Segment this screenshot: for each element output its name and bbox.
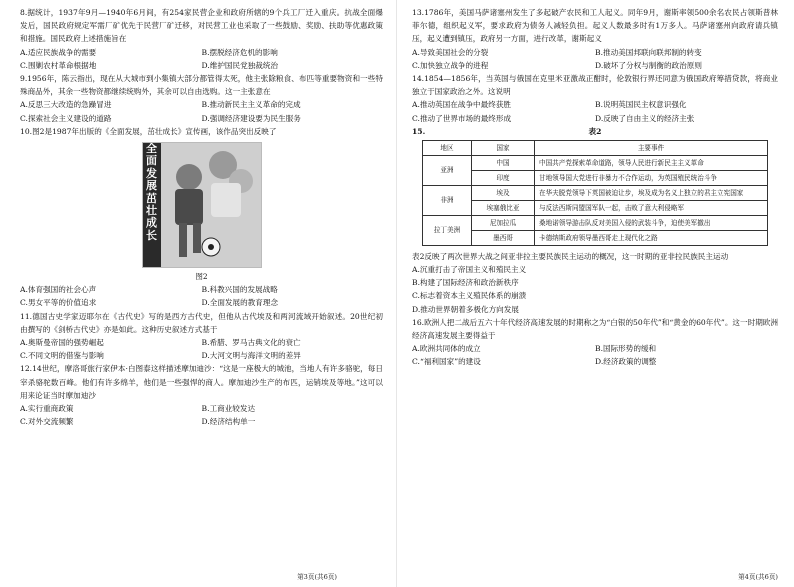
option-14b[interactable]: B.说明英国民主权意识强化 [595, 100, 687, 110]
question-13-stem: 13.1786年，美国马萨诸塞州发生了多起破产农民和工人起义。同年9月，谢斯率领500余名农民占领斯普林菲尔德，组织起义军，要求政府为债务人减轻负担。起义人数最多时有1万多人。马萨诸塞州向政府请兵镇压，起义遭到镇压，政府另一方面，进行改革，谢斯起义 [412, 8, 778, 44]
option-10b[interactable]: B.科教兴国的发展战略 [201, 285, 278, 295]
question-8-options [20, 46, 383, 72]
option-10a[interactable]: A.体育强国的社会心声 [20, 285, 97, 295]
question-15-stem: 表2反映了两次世界大战之间亚非拉主要民族民主运动的概况，这一时期的亚非拉民族民主运动 [412, 251, 729, 261]
table-row [423, 170, 768, 185]
question-15 [412, 125, 778, 316]
question-16-stem: 16.欧洲人把二战后五六十年代经济高速发展的时期称之为“白银的50年代”和“黄金的60年代”。这一时期欧洲经济高速发展主要得益于 [412, 317, 778, 341]
poster-char: 全 [146, 142, 157, 156]
option-13c[interactable]: C.加快独立战争的进程 [412, 60, 489, 70]
option-8d[interactable]: D.维护国民党独裁统治 [201, 60, 279, 70]
table-row [423, 230, 768, 245]
table-row [423, 215, 768, 230]
question-12 [20, 362, 383, 428]
page-4 [398, 0, 794, 587]
question-9 [20, 72, 383, 125]
option-15a[interactable]: A.沉重打击了帝国主义和殖民主义 [412, 265, 527, 275]
table-row [423, 155, 768, 170]
question-16-options [412, 342, 778, 368]
option-11a[interactable]: A.奥斯曼帝国的强势崛起 [20, 338, 104, 348]
option-16d[interactable]: D.经济政策的调整 [595, 357, 657, 367]
question-12-options [20, 402, 383, 428]
option-14c[interactable]: C.推动了世界市场的最终形成 [412, 113, 512, 123]
poster-char: 长 [146, 228, 157, 242]
region-cell: 亚洲 [423, 155, 472, 185]
option-10d[interactable]: D.全面发展的教育理念 [201, 298, 279, 308]
option-15b[interactable]: B.构建了国际经济和政治新秩序 [412, 278, 519, 288]
option-14a[interactable]: A.推动英国在战争中最终获胜 [412, 100, 512, 110]
country-cell: 中国 [472, 155, 535, 170]
option-14d[interactable]: D.反映了自由主义的经济主张 [595, 113, 695, 123]
header-region: 地区 [423, 140, 472, 155]
poster-char: 展 [146, 179, 157, 193]
table-header-row [423, 140, 768, 155]
option-8b[interactable]: B.摆脱经济危机的影响 [201, 47, 278, 57]
poster-char: 面 [146, 154, 157, 168]
question-10-options [20, 283, 383, 309]
country-cell: 印度 [472, 170, 535, 185]
events-table [422, 140, 768, 246]
option-16a[interactable]: A.欧洲共同体的成立 [412, 344, 481, 354]
option-12b[interactable]: B.工商业较发达 [201, 404, 256, 414]
poster-char: 壮 [146, 204, 157, 218]
header-country: 国家 [472, 140, 535, 155]
question-14-options [412, 98, 778, 124]
event-cell: 桑地诺领导游击队反对美国入侵的武装斗争，迫使美军撤出 [535, 215, 768, 230]
question-11-options [20, 336, 383, 362]
right-column [412, 6, 778, 369]
country-cell: 墨西哥 [472, 230, 535, 245]
event-cell: 卡德纳斯政府领导墨西哥走上现代化之路 [535, 230, 768, 245]
question-15-number: 15. [412, 126, 426, 136]
event-cell: 中国共产党探索革命道路，领导人民进行新民主主义革命 [535, 155, 768, 170]
header-event: 主要事件 [535, 140, 768, 155]
event-cell: 在华夫脱党领导下英国被迫让步，埃及成为名义上独立的君主立宪国家 [535, 185, 768, 200]
option-9d[interactable]: D.强调经济建设要为民生服务 [201, 113, 301, 123]
question-11 [20, 310, 383, 363]
option-10c[interactable]: C.男女平等的价值追求 [20, 298, 97, 308]
event-cell: 与反法西斯同盟国军队一起，击败了意大利侵略军 [535, 200, 768, 215]
question-14-stem: 14.1854—1856年，当英国与俄国在克里米亚激战正酣时，伦敦银行界还同意为俄国政府筹措贷款，将商业独立于国家政治之外。这说明 [412, 74, 778, 97]
page-footer: 第3页(共6页) [297, 573, 337, 581]
left-column [20, 6, 383, 428]
question-10 [20, 125, 383, 310]
question-9-stem: 9.1956年，陈云指出，现在从大城市到小集镇大部分都管得太死，他主张除粮食、布匹等重要物资和一些特殊商品外，其余一些物资都继续统购外，其余可以自由选购。这一主张意在 [20, 74, 383, 97]
option-15d[interactable]: D.推动世界朝着多极化方向发展 [412, 304, 519, 314]
figure-2-caption: 图2 [195, 272, 208, 282]
option-9c[interactable]: C.探索社会主义建设的道路 [20, 113, 112, 123]
question-8 [20, 6, 383, 72]
propaganda-poster-image [142, 142, 262, 268]
option-11d[interactable]: D.大河文明与海洋文明的差异 [201, 351, 301, 361]
country-cell: 尼加拉瓜 [472, 215, 535, 230]
question-12-stem: 12.14世纪，摩洛哥旅行家伊本·白图泰这样描述摩加迪沙：“这是一座极大的城池，当地人有许多骆驼，每日宰杀骆驼数百峰。他们有许多绵羊，他们是一些强悍的商人。摩加迪沙生产的布匹，运销埃及等地。”这可以用来论证当时摩加迪沙 [20, 364, 383, 400]
table-row [423, 185, 768, 200]
poster-char: 发 [146, 166, 157, 180]
table-row [423, 200, 768, 215]
poster-char: 成 [146, 216, 157, 230]
question-14 [412, 72, 778, 125]
question-15-options [412, 263, 778, 316]
option-12c[interactable]: C.对外交流频繁 [20, 417, 74, 427]
country-cell: 埃塞俄比亚 [472, 200, 535, 215]
option-13b[interactable]: B.推动美国邦联向联邦制的转变 [595, 47, 702, 57]
option-13d[interactable]: D.破坏了分权与制衡的政治原则 [595, 60, 702, 70]
option-8c[interactable]: C.围剿农村革命根据地 [20, 60, 97, 70]
question-9-options [20, 98, 383, 124]
question-13-options [412, 46, 778, 72]
page-footer: 第4页(共6页) [738, 573, 778, 581]
region-cell: 拉丁美洲 [423, 215, 472, 245]
event-cell: 甘地领导国大党进行非暴力不合作运动，为英国殖民统治斗争 [535, 170, 768, 185]
option-15c[interactable]: C.标志着资本主义殖民体系的崩溃 [412, 291, 527, 301]
option-11b[interactable]: B.希腊、罗马古典文化的衰亡 [201, 338, 301, 348]
option-16b[interactable]: B.国际形势的缓和 [595, 344, 657, 354]
question-13 [412, 6, 778, 72]
question-11-stem: 11.德国古史学家迈耶尔在《古代史》写的是西方古代史，但他从古代埃及和两河流域开始叙述。20世纪初由撰写的《剑桥古代史》亦是如此。这种历史叙述方式基于 [20, 311, 383, 334]
table-2-caption: 表2 [588, 126, 602, 136]
question-16 [412, 316, 778, 369]
poster-char: 茁 [146, 191, 157, 205]
option-11c[interactable]: C.不同文明的借鉴与影响 [20, 351, 104, 361]
question-10-stem: 10.图2是1987年出版的《全面发展，茁壮成长》宣传画，该作品突出反映了 [20, 126, 277, 136]
option-16c[interactable]: C.“福利国家”的建设 [412, 357, 481, 367]
option-8a[interactable]: A.适应民族战争的需要 [20, 47, 97, 57]
option-12d[interactable]: D.经济结构单一 [201, 417, 256, 427]
option-9a[interactable]: A.反思三大改造的急躁冒进 [20, 100, 112, 110]
option-12a[interactable]: A.实行重商政策 [20, 404, 74, 414]
country-cell: 埃及 [472, 185, 535, 200]
question-8-stem: 8.据统计，1937年9月—1940年6月间，有254家民营企业和政府所辖的9个兵工厂迁入重庆。抗战全面爆发后，国民政府规定军需厂矿优先于民营厂矿迁移，对民营工业也采取了一些鼓励、奖励、扶助等优惠政策和措施。国民政府上述措施旨在 [20, 8, 383, 44]
option-9b[interactable]: B.推动新民主主义革命的完成 [201, 100, 301, 110]
poster-illustration [143, 143, 261, 267]
option-13a[interactable]: A.导致美国社会的分裂 [412, 47, 489, 57]
region-cell: 非洲 [423, 185, 472, 215]
